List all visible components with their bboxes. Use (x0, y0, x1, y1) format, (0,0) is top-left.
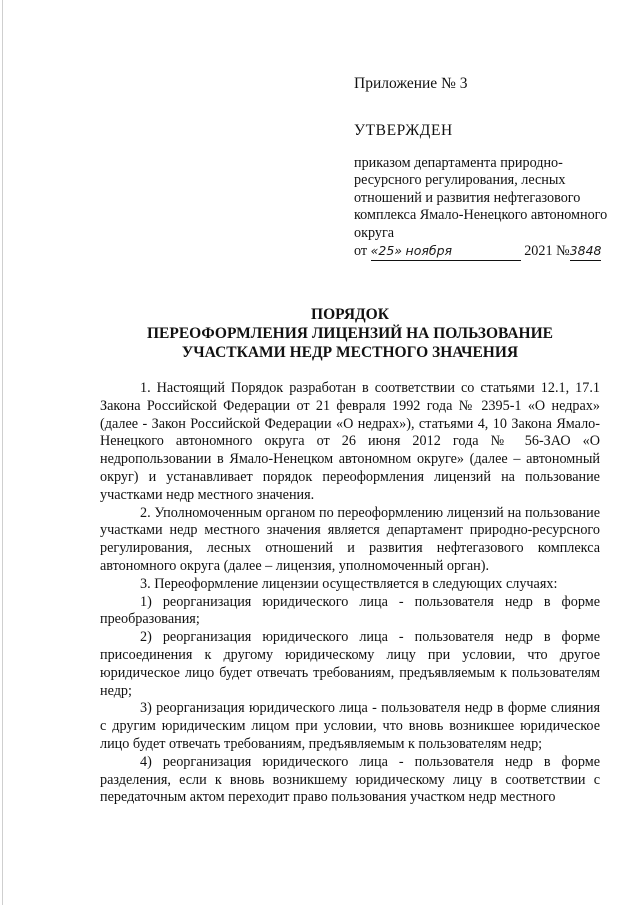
list-item-1: 1) реорганизация юридического лица - пользователя недр в форме преобразования; (100, 593, 600, 628)
date-day: «25» (370, 243, 402, 258)
order-number-label: № (556, 243, 570, 259)
paragraph-1: 1. Настоящий Порядок разработан в соответствии со статьями 12.1, 17.1 Закона Российской Федерации от 21 февраля 1992 года № 2395-1 «О недрах» (далее - Закон Российской Федерации «О недрах»), статьями 4, 10 Закона Ямало-Ненецкого автономного округа от 26 июня 2012 года № 56-ЗАО «О недропользовании в Ямало-Ненецком автономном округе» (далее – автономный округ) и устанавливает порядок переоформления лицензий на пользование участками недр местного значения. (100, 380, 600, 503)
date-field (371, 242, 491, 261)
approval-text: приказом департамента природно-ресурсного регулирования, лесных отношений и развития нефтегазового комплекса Ямало-Ненецкого автономного округа (354, 155, 608, 241)
date-year: 2021 (524, 243, 553, 259)
document-title (80, 305, 620, 362)
title-line-3: УЧАСТКАМИ НЕДР МЕСТНОГО ЗНАЧЕНИЯ (181, 344, 519, 361)
list-item-4: 4) реорганизация юридического лица - пользователя недр в форме разделения, если к вновь возникшему юридическому лицу в соответствии с передаточным актом переходит право пользования участком недр местного (100, 753, 600, 806)
date-month: ноября (405, 243, 453, 258)
appendix-label: Приложение № 3 (354, 75, 468, 92)
order-number-field (570, 242, 602, 261)
page-left-edge (2, 0, 3, 905)
document-body (100, 380, 600, 807)
paragraph-2: 2. Уполномоченным органом по переоформлению лицензий на пользование участками недр местного значения является департамент природно-ресурсного регулирования, лесных отношений и развития нефтегазового комплекса автономного округа (далее – лицензия, уполномоченный орган). (100, 504, 600, 574)
date-prefix: от (354, 243, 368, 259)
title-line-2: ПЕРЕОФОРМЛЕНИЯ ЛИЦЕНЗИЙ НА ПОЛЬЗОВАНИЕ (146, 325, 554, 342)
list-item-2: 2) реорганизация юридического лица - пользователя недр в форме присоединения к другому юридическому лицу при условии, что другое юридическое лицо будет отвечать требованиям, предъявляемым к пользователям недр; (100, 629, 600, 699)
paragraph-3: 3. Переоформление лицензии осуществляется в следующих случаях: (140, 575, 558, 592)
date-underline (491, 242, 521, 261)
list-item-3: 3) реорганизация юридического лица - пользователя недр в форме слияния с другим юридическим лицом при условии, что вновь возникшее юридическое лицо будет отвечать требованиям, предъявляемым к пользователям недр; (100, 700, 600, 752)
title-line-1: ПОРЯДОК (311, 306, 389, 323)
order-date-line (354, 242, 614, 261)
order-number: 3848 (569, 243, 602, 258)
approved-heading: УТВЕРЖДЕН (354, 122, 453, 139)
